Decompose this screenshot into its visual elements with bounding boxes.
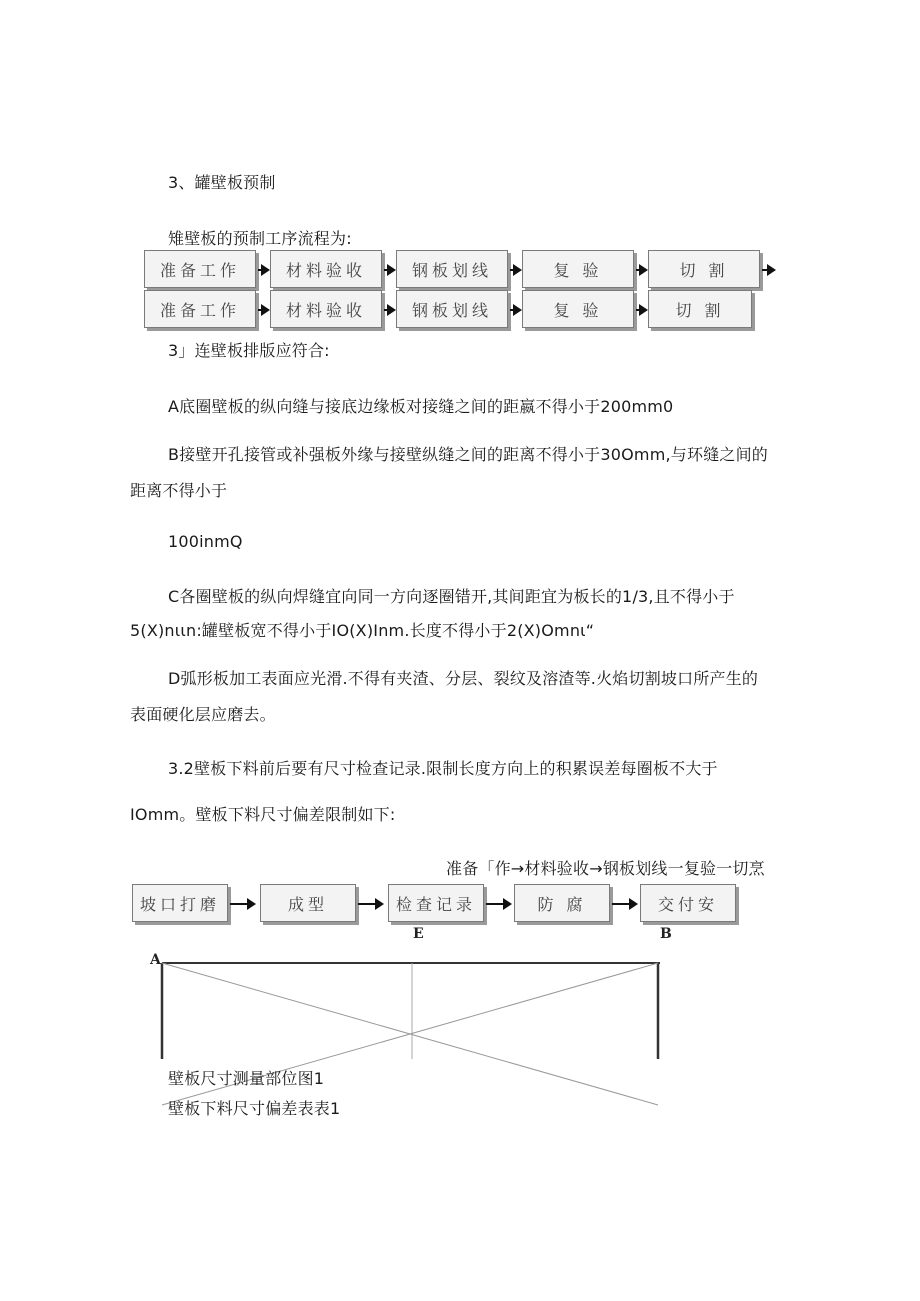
clause-a: A底圈壁板的纵向缝与接底边缘板对接缝之间的距嬴不得小于200mm0 bbox=[168, 397, 674, 416]
flow-step-form: 成型 bbox=[260, 884, 356, 922]
flow-step-material: 材料验收 bbox=[270, 250, 382, 288]
flow-step-cut: 切 割 bbox=[648, 250, 760, 288]
clause-b-value: 100inmQ bbox=[168, 532, 243, 551]
flow-step-prepare: 准备工作 bbox=[144, 290, 256, 328]
flow-step-recheck: 复 验 bbox=[522, 250, 634, 288]
flow-step-cut: 切 割 bbox=[648, 290, 752, 328]
flow-step-marking: 钢板划线 bbox=[396, 290, 508, 328]
section-3-2-line-2: IOmm。壁板下料尺寸偏差限制如下: bbox=[130, 805, 396, 824]
measurement-diagram bbox=[130, 955, 670, 1065]
clause-c-line-2: 5(X)nιιn:罐壁板宽不得小于IO(X)Inm.长度不得小于2(X)Omnι“ bbox=[130, 621, 595, 640]
flow-arrow bbox=[486, 903, 510, 905]
flow-step-inspect: 检查记录 bbox=[388, 884, 484, 922]
section-heading: 3、罐壁板预制 bbox=[168, 173, 276, 192]
flow-step-marking: 钢板划线 bbox=[396, 250, 508, 288]
section-3-2-line-1: 3.2壁板下料前后要有尺寸检查记录.限制长度方向上的积累误差每圈板不大于 bbox=[168, 759, 718, 778]
flow-step-material: 材料验收 bbox=[270, 290, 382, 328]
clause-c-line-1: C各圈壁板的纵向焊缝宜向同一方向逐圈错开,其间距宜为板长的1/3,且不得小于 bbox=[168, 587, 735, 606]
clause-b-line-1: B接壁开孔接管或补强板外缘与接壁纵缝之间的距离不得小于30Omm,与环缝之间的 bbox=[168, 445, 768, 464]
point-label-a: A bbox=[150, 952, 161, 968]
flow-step-grind: 坡口打磨 bbox=[132, 884, 228, 922]
flow-step-prepare: 准备工作 bbox=[144, 250, 256, 288]
flow-intro: 雉壁板的预制工序流程为: bbox=[168, 229, 352, 248]
clause-b-line-2: 距离不得小于 bbox=[130, 481, 228, 500]
flow-step-handover: 交付安 bbox=[640, 884, 736, 922]
point-label-b: B bbox=[660, 926, 672, 942]
figure-caption: 壁板尺寸测量部位图1 bbox=[168, 1069, 325, 1088]
point-label-e: E bbox=[413, 926, 424, 942]
flow-arrow bbox=[612, 903, 636, 905]
flow-text-line: 准备「作→材料验收→钢板划线一复验一切烹 bbox=[446, 859, 765, 878]
flow-step-recheck: 复 验 bbox=[522, 290, 634, 328]
clause-d-line-1: D弧形板加工表面应光滑.不得有夹渣、分层、裂纹及溶渣等.火焰切割坡口所产生的 bbox=[168, 669, 759, 688]
clause-d-line-2: 表面硬化层应磨去。 bbox=[130, 705, 276, 724]
flow-row-3-clip bbox=[130, 880, 718, 924]
table-caption: 壁板下料尺寸偏差表表1 bbox=[168, 1099, 341, 1118]
flow-arrow bbox=[230, 903, 254, 905]
flow-arrow bbox=[358, 903, 382, 905]
subheading: 3」连壁板排版应符合: bbox=[168, 341, 330, 360]
flow-step-anticorrosion: 防 腐 bbox=[514, 884, 610, 922]
